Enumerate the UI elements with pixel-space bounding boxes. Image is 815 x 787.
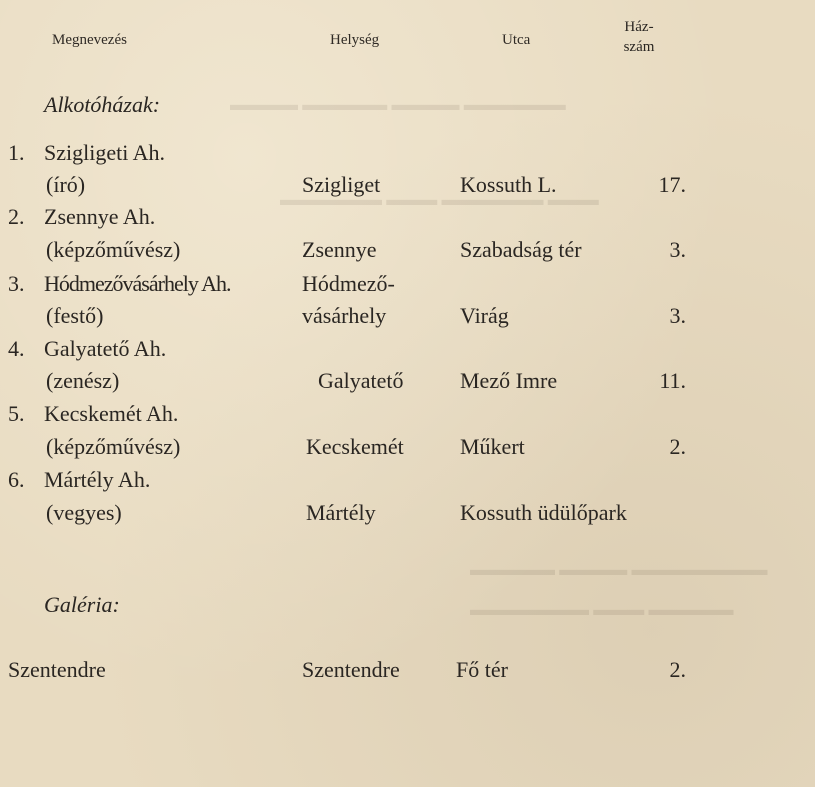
entry-street: Virág <box>460 303 509 328</box>
entry-number: 3. <box>669 303 686 328</box>
entry-sub: (zenész) <box>46 368 120 393</box>
entry-city: Szentendre <box>302 657 400 682</box>
entry-city: Galyatető <box>318 368 404 393</box>
entry-sub: (képzőművész) <box>46 237 181 262</box>
entry-index: 3. <box>8 271 25 296</box>
bleed-through-line: ▬▬▬▬▬▬▬ ▬▬▬ ▬▬▬▬▬ <box>470 600 734 619</box>
entry-street: Kossuth üdülőpark <box>460 500 627 525</box>
entry-number: 2. <box>669 434 686 459</box>
entry-number: 11. <box>659 368 686 393</box>
section-title-galeria: Galéria: <box>44 592 120 617</box>
entry-name: Hódmezővásárhely Ah. <box>44 271 231 296</box>
entry-city: Hódmező- <box>302 271 395 296</box>
entry-city: Zsennye <box>302 237 377 262</box>
entry-sub: (képzőművész) <box>46 434 181 459</box>
entry-number: 3. <box>669 237 686 262</box>
entry-name: Galyatető Ah. <box>44 336 167 361</box>
bleed-through-line: ▬▬▬▬▬ ▬▬▬▬ ▬▬▬▬▬▬▬▬ <box>470 560 768 579</box>
entry-index: 6. <box>8 467 25 492</box>
column-header-number: Ház- szám <box>623 19 655 55</box>
entry-sub: (író) <box>46 172 86 197</box>
entry-street: Kossuth L. <box>460 172 557 197</box>
entry-city: Mártély <box>306 500 376 525</box>
column-header-name: Megnevezés <box>52 32 127 48</box>
entry-name: Szigligeti Ah. <box>44 140 165 165</box>
entry-street: Mező Imre <box>460 368 558 393</box>
entry-index: 1. <box>8 140 25 165</box>
entry-name: Kecskemét Ah. <box>44 401 179 426</box>
bleed-through-line: ▬▬▬▬ ▬▬▬▬▬ ▬▬▬▬ ▬▬▬▬▬▬ <box>230 95 566 114</box>
entry-street: Szabadság tér <box>460 237 582 262</box>
bleed-through-line: ▬▬▬▬▬▬ ▬▬▬ ▬▬▬▬▬▬ ▬▬▬ <box>280 190 599 209</box>
entry-street: Fő tér <box>456 657 508 682</box>
entry-number: 2. <box>669 657 686 682</box>
entry-number: 17. <box>658 172 686 197</box>
entry-city: Kecskemét <box>306 434 404 459</box>
column-header-city: Helység <box>330 32 380 48</box>
entry-city-cont: vásárhely <box>302 303 387 328</box>
entry-city: Szigliget <box>302 172 381 197</box>
section-title-alkotohazak: Alkotóházak: <box>44 92 161 117</box>
entry-name: Mártély Ah. <box>44 467 151 492</box>
entry-name: Szentendre <box>8 657 106 682</box>
column-header-street: Utca <box>502 32 531 48</box>
entry-name: Zsennye Ah. <box>44 204 156 229</box>
entry-sub: (vegyes) <box>46 500 122 525</box>
entry-index: 2. <box>8 204 25 229</box>
entry-street: Műkert <box>460 434 525 459</box>
entry-index: 4. <box>8 336 25 361</box>
entry-sub: (festő) <box>46 303 104 328</box>
entry-index: 5. <box>8 401 25 426</box>
